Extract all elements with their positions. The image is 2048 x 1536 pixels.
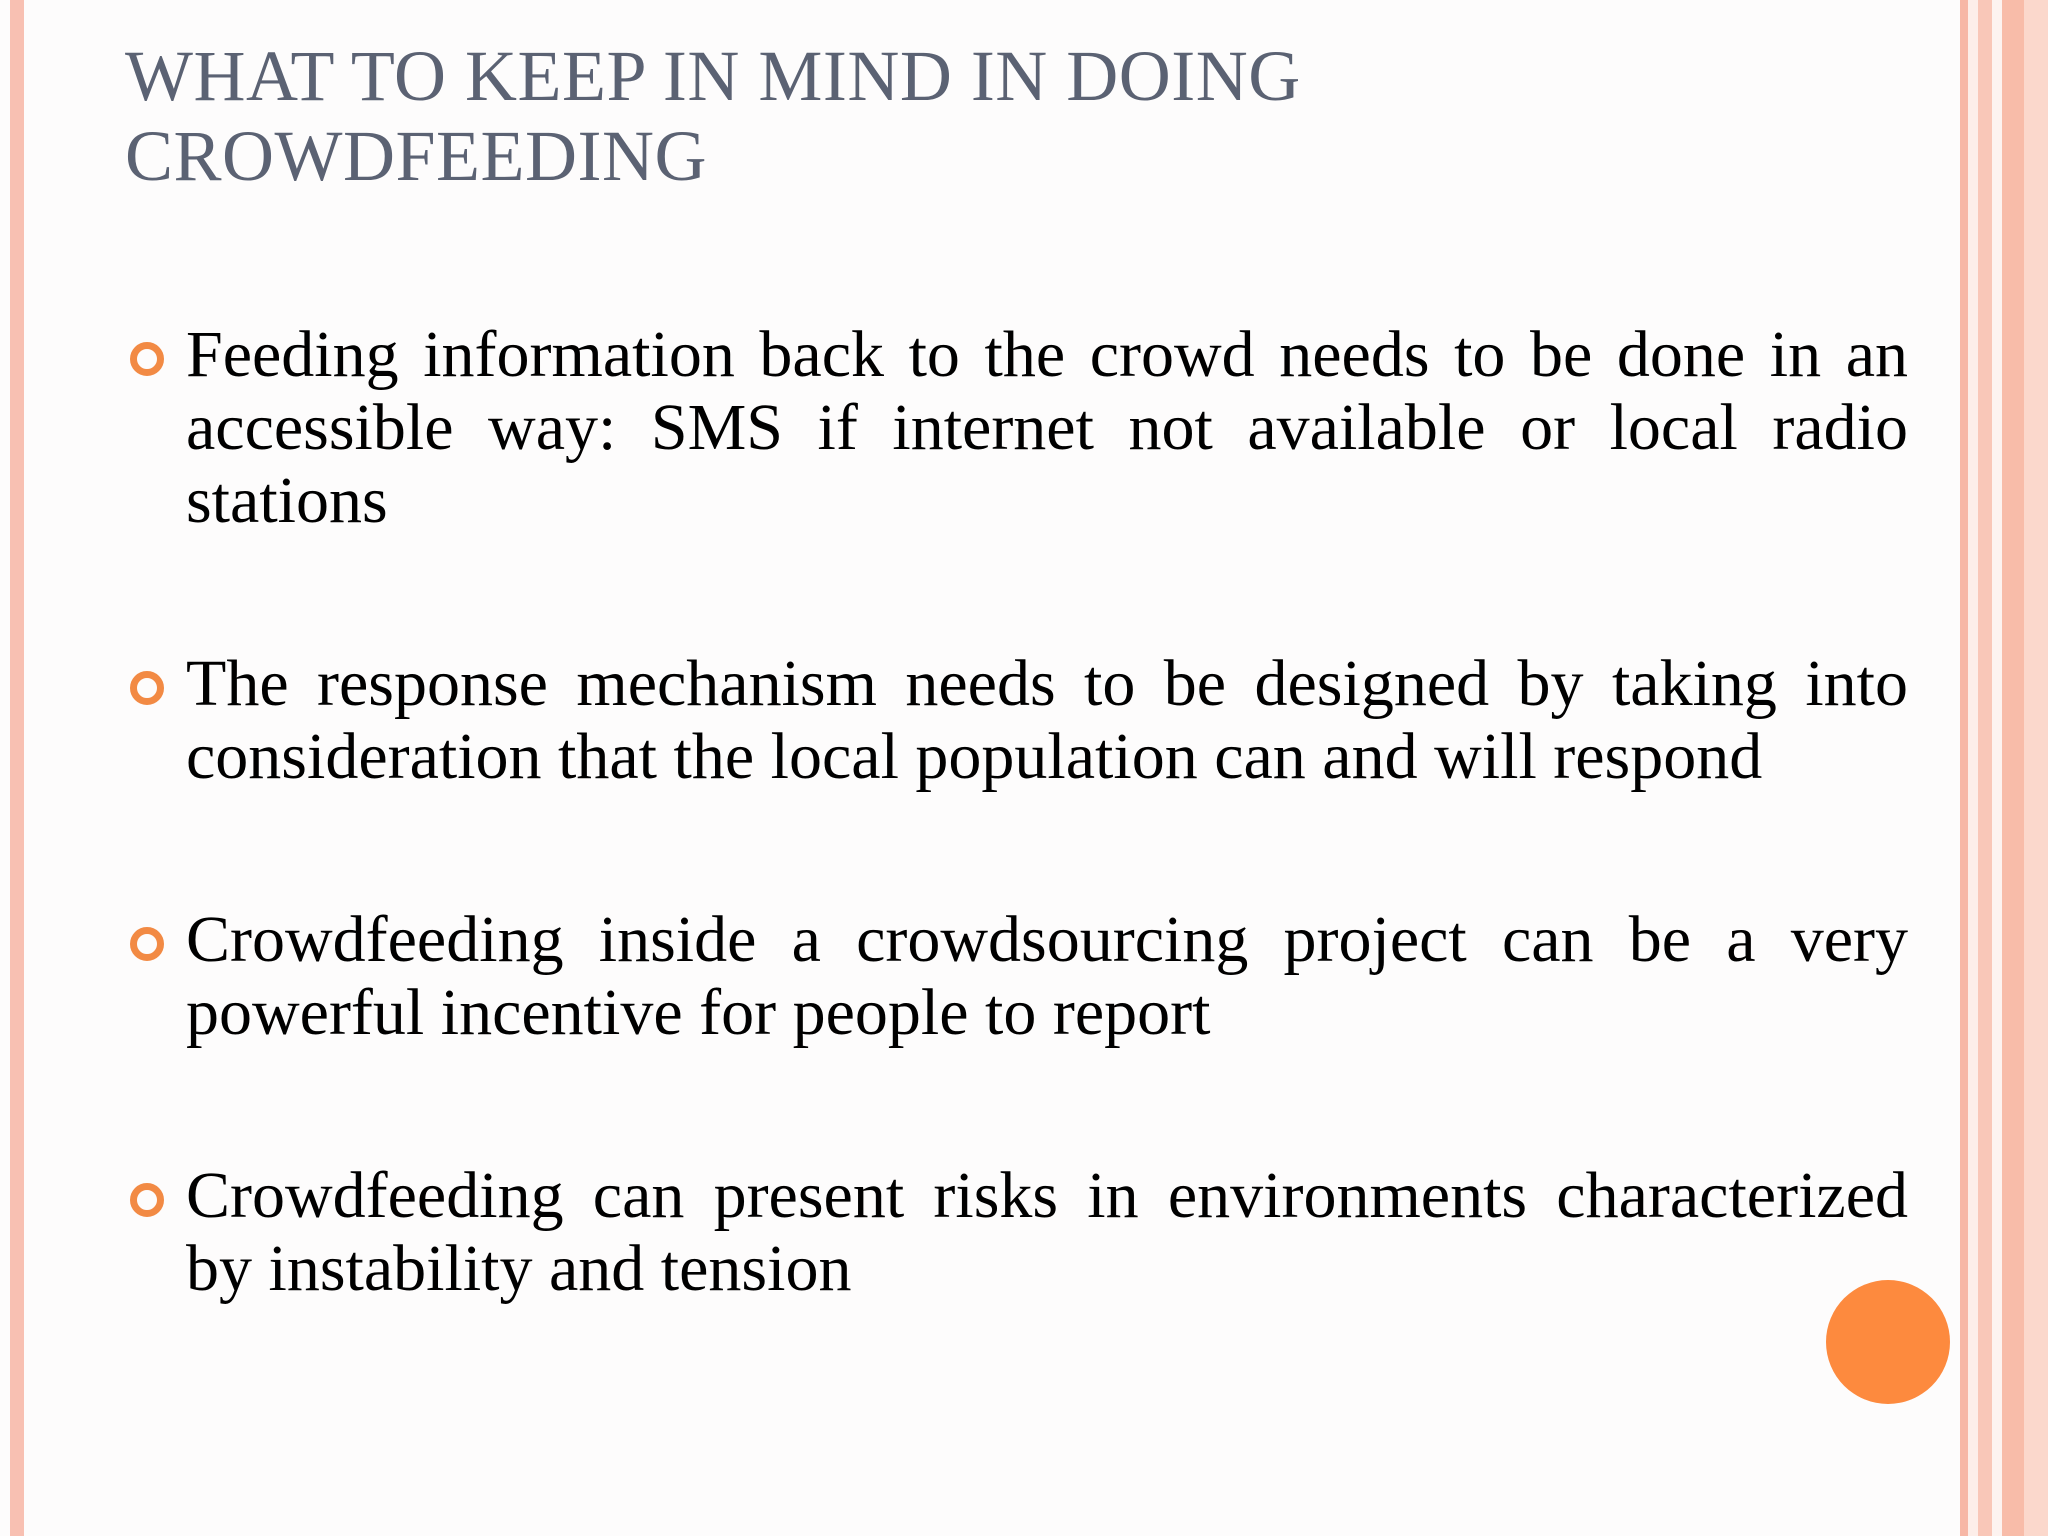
bullet-text: The response mechanism needs to be designed by taking into consideration that the local population can and will respond xyxy=(186,647,1908,793)
bullet-list xyxy=(130,318,1908,1305)
right-decorative-stripe xyxy=(1960,0,1968,1536)
bullet-text: Crowdfeeding inside a crowdsourcing project can be a very powerful incentive for people to report xyxy=(186,903,1908,1049)
left-decorative-stripe xyxy=(10,0,24,1536)
ring-bullet-icon xyxy=(130,1183,164,1217)
right-decorative-stripe xyxy=(2024,0,2048,1536)
bullet-text: Feeding information back to the crowd needs to be done in an accessible way: SMS if internet not available or local radio stations xyxy=(186,318,1908,537)
ring-bullet-icon xyxy=(130,342,164,376)
right-decorative-stripe xyxy=(1992,0,2002,1536)
bullet-item xyxy=(130,647,1908,793)
right-decorative-stripe xyxy=(1968,0,1978,1536)
ring-bullet-icon xyxy=(130,927,164,961)
orange-circle-decoration xyxy=(1826,1280,1950,1404)
ring-bullet-icon xyxy=(130,671,164,705)
bullet-item xyxy=(130,903,1908,1049)
bullet-item xyxy=(130,318,1908,537)
bullet-item xyxy=(130,1159,1908,1305)
bullet-text: Crowdfeeding can present risks in environments characterized by instability and tension xyxy=(186,1159,1908,1305)
right-decorative-stripe xyxy=(2002,0,2024,1536)
slide-title: WHAT TO KEEP IN MIND IN DOING CROWDFEEDING xyxy=(125,36,1301,196)
right-decorative-stripe xyxy=(1978,0,1992,1536)
